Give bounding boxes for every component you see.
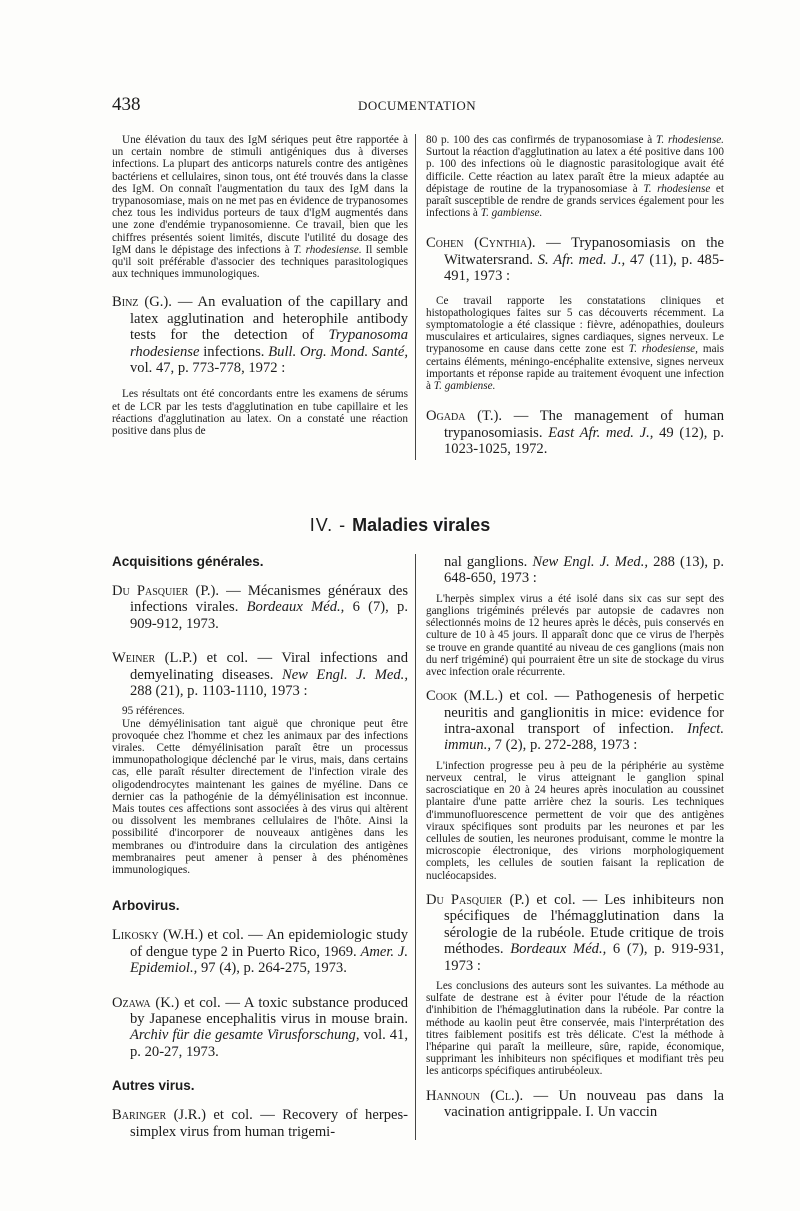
section-title: IV. - Maladies virales [309, 515, 491, 535]
author: Likosky (W.H.) [112, 927, 204, 944]
abstract: 80 p. 100 des cas confirmés de trypanosomiase à T. rhodesiense. Surtout la réaction d'agglutination au latex a été positive dans 100 p. 100 des infections où le diagnostic parasitologique avait été difficile. Cette réaction au latex paraît être la mieux adaptée au dépistage de routine de la trypanosomiase à T. rhodesiense et paraît susceptible de rendre de grands services également pour les infections à T. gambiense. [426, 134, 724, 220]
author: Du Pasquier (P.) [426, 891, 530, 908]
bibliographic-entry: Baringer (J.R.) et col. — Recovery of herpes-simplex virus from human trigemi- [112, 1107, 408, 1140]
reference-count: 95 références. [122, 705, 185, 718]
author: Cohen (Cynthia). [426, 235, 536, 252]
author: Hannoun (Cl.). [426, 1087, 524, 1104]
subsection-heading: Acquisitions générales. [112, 554, 264, 569]
subsection-heading: Autres virus. [112, 1078, 195, 1094]
author: Binz (G.). [112, 294, 172, 311]
author: Ogada (T.). [426, 408, 502, 425]
bibliographic-entry: Du Pasquier (P.). — Mécanismes généraux des infections virales. Bordeaux Méd., 6 (7), p. 909-912, 1973. [112, 583, 408, 632]
author: Du Pasquier (P.). [112, 583, 219, 599]
column-divider [415, 134, 416, 460]
top-left-column [112, 134, 408, 464]
abstract: Les résultats ont été concordants entre les examens de sérums et de LCR par les tests d'agglutination en tube capillaire et les réactions d'agglutination au latex. On a constaté une réaction positive dans plus de [112, 388, 408, 438]
bibliographic-entry: Du Pasquier (P.) et col. — Les inhibiteurs non spécifiques de l'hémagglutination dans la sérologie de la rubéole. Etude critique de trois méthodes. Bordeaux Méd., 6 (7), p. 919-931, 1973 : [426, 891, 724, 974]
bibliographic-entry: Hannoun (Cl.). — Un nouveau pas dans la vacination antigrippale. I. Un vaccin [426, 1087, 724, 1120]
bottom-right-column [426, 554, 724, 1146]
abstract: L'infection progresse peu à peu de la périphérie au système nerveux central, le virus atteignant le ganglion spinal sacrosciatique en 20 à 24 heures après inoculation au coussinet plantaire d'une patte arrière chez la souris. Les techniques d'immunofluorescence permettent de voir que des antigènes viraux spécifiques sont produits par les neurones et par les cellules de soutien, les neurones produisant, comme le montre la microscopie électronique, des virions morphologiquement complets, les cellules de soutien faisant la replication de nucléocapsides. [426, 759, 724, 882]
abstract: Les conclusions des auteurs sont les suivantes. La méthode au sulfate de destrane est à éviter pour l'étude de la réaction d'inhibition de l'hémagglutination dans la rubéole. Par contre la méthode au kaolin peut être conservée, mais l'interprétation des titres faiblement positifs est très délicate. C'est la méthode à l'héparine qui paraît la meilleure, sûre, rapide, économique, supprimant les inhibiteurs non spécifiques et modifiant très peu les anticorps spécifiques antirubéoleux. [426, 979, 724, 1078]
top-right-column [426, 134, 724, 464]
column-divider [415, 554, 416, 1140]
author: Cook (M.L.) [426, 688, 503, 705]
author: Baringer (J.R.) [112, 1107, 207, 1124]
bibliographic-entry: Cook (M.L.) et col. — Pathogenesis of herpetic neuritis and ganglionitis in mice: evidence for intra-axonal transport of infection. Infect. immun., 7 (2), p. 272-288, 1973 : [426, 688, 724, 754]
bibliographic-entry-continued: nal ganglions. New Engl. J. Med., 288 (13), p. 648-650, 1973 : [444, 554, 724, 587]
page-header [112, 94, 732, 118]
author: Ozawa (K.) [112, 994, 180, 1011]
running-head: DOCUMENTATION [358, 98, 477, 113]
abstract: L'herpès simplex virus a été isolé dans six cas sur sept des ganglions trigéminés prélevés par autopsie de cadavres non sélectionnés moins de 12 heures après le décès, puis conservés en culture de 10 à 45 jours. Il apparaît donc que ce virus de l'herpès se trouve en grande quantité au niveau de ces ganglions (mais non du nerf trigéminé) qui pourraient être un site de stockage du virus avec infection orale récurrente. [426, 592, 724, 679]
author: Weiner (L.P.) [112, 650, 198, 667]
page-number: 438 [112, 94, 141, 115]
abstract: Une démyélinisation tant aiguë que chronique peut être provoquée chez l'homme et chez les animaux par des infections virales. Cette démyélinisation paraît être un processus immunopathologique déclenché par le virus, mais, dans certains cas, elle paraît résulter directement de l'infection virale des oligodendrocytes maintenant les gaines de myéline. Dans ce dernier cas la pathogénie de la démyélinisation est inconnue. Mais toutes ces affections sont associées à des virus qui altèrent ou dissolvent les membranes cellulaires de l'hôte. Ainsi la possibilité d'incorporer de nouveaux antigènes dans les membranes ou d'introduire dans la circulation des antigènes membranaires peut amener à penser à des phénomènes immunologiques. [112, 717, 408, 877]
bibliographic-entry: Binz (G.). — An evaluation of the capillary and latex agglutination and heterophile antibody tests for the detection of Trypanosoma rhodesiense infections. Bull. Org. Mond. Santé, vol. 47, p. 773-778, 1972 : [112, 294, 408, 377]
bibliographic-entry: Ogada (T.). — The management of human trypanosomiasis. East Afr. med. J., 49 (12), p. 1023-1025, 1972. [426, 408, 724, 458]
subsection-heading: Arbovirus. [112, 898, 180, 914]
bibliographic-entry: Weiner (L.P.) et col. — Viral infections and demyelinating diseases. New Engl. J. Med., 288 (21), p. 1103-1110, 1973 : [112, 650, 408, 700]
abstract: Ce travail rapporte les constatations cliniques et histopathologiques faites sur 5 cas découverts récemment. La symptomatologie a été classique : fièvre, adénopathies, douleurs musculaires et articulaires, signes cardiaques, signes nerveux. Le trypanosome en cause dans cette zone est T. rhodesiense, mais certains éléments, méningo-encéphalite extensive, signes nerveux importants et réponse rapide au traitement évoquent une infection à T. gambiense. [426, 294, 724, 393]
abstract: Une élévation du taux des IgM sériques peut être rapportée à un certain nombre de stimuli antigéniques dus à diverses infections. La plupart des anticorps naturels contre des antigènes bactériens et cellulaires, sinon tous, ont été trouvés dans la classe des IgM. On connaît l'augmentation du taux des IgM dans la trypanosomiase, mais on ne met pas en évidence de trypanosomes chez tous les individus porteurs de taux d'IgM augmentés dans une zone d'endémie trypanosomienne. Ce travail, bien que les chiffres présentés soient limités, discute l'utilité du dosage des IgM dans le dépistage des infections à T. rhodesiense. Il semble qu'il soit préférable d'associer des techniques parasitologiques aux techniques immunologiques. [112, 134, 408, 281]
bibliographic-entry: Ozawa (K.) et col. — A toxic substance produced by Japanese encephalitis virus in mouse brain. Archiv für die gesamte Virusforschung, vol. 41, p. 20-27, 1973. [112, 994, 408, 1060]
bibliographic-entry: Cohen (Cynthia). — Trypanosomiasis on the Witwatersrand. S. Afr. med. J., 47 (11), p. 485-491, 1973 : [426, 235, 724, 285]
bibliographic-entry: Likosky (W.H.) et col. — An epidemiologic study of dengue type 2 in Puerto Rico, 1969. Amer. J. Epidemiol., 97 (4), p. 264-275, 1973. [112, 927, 408, 977]
bottom-left-column [112, 554, 408, 1146]
